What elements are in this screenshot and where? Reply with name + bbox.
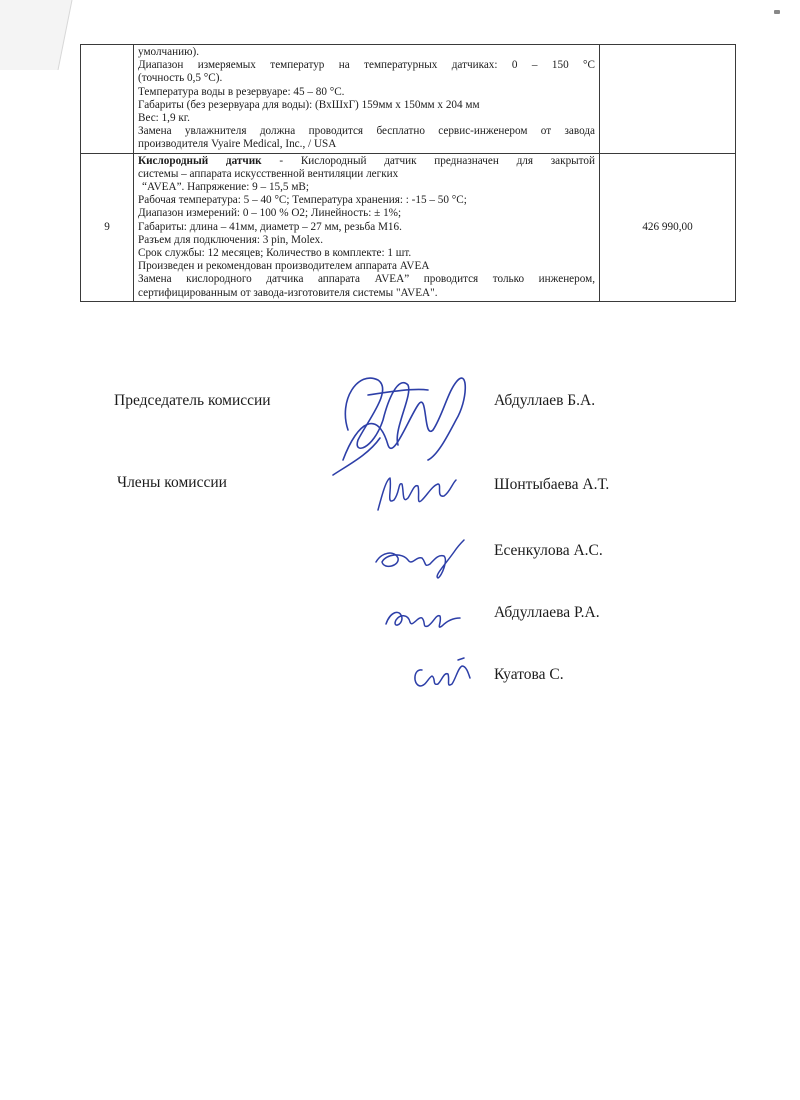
description-line: (точность 0,5 °С). <box>138 72 223 85</box>
description-line: Срок службы: 12 месяцев; Количество в комплекте: 1 шт. <box>138 247 412 260</box>
description-line: Габариты: длина – 41мм, диаметр – 27 мм, резьба М16. <box>138 220 402 233</box>
description-line: Вес: 1,9 кг. <box>138 112 190 125</box>
member-name: Есенкулова А.С. <box>494 542 603 559</box>
item-title: Кислородный датчик <box>138 154 262 167</box>
description-line: производителя Vyaire Medical, Inc., / USA <box>138 138 337 151</box>
description-line: Диапазон измерений: 0 – 100 % О2; Линейность: ± 1%; <box>138 207 402 220</box>
member-signature <box>382 596 462 636</box>
member-signature <box>372 532 467 582</box>
description-line: Рабочая температура: 5 – 40 °С; Температура хранения: : -15 – 50 °С; <box>138 194 467 207</box>
row-number-cell: 9 <box>81 153 134 301</box>
description-cell <box>134 153 600 301</box>
description-line: Замена кислородного датчика аппарата AVEA” проводится только инженером, <box>138 273 595 286</box>
description-line: Габариты (без резервуара для воды): (ВхШхГ) 159мм х 150мм х 204 мм <box>138 98 480 111</box>
chairman-name: Абдуллаев Б.А. <box>494 392 596 409</box>
member-name: Шонтыбаева А.Т. <box>494 476 610 493</box>
description-line: Температура воды в резервуаре: 45 – 80 °С. <box>138 85 345 98</box>
description-line: Разъем для подключения: 3 pin, Molex. <box>138 233 324 246</box>
member-signature <box>408 654 478 694</box>
members-title: Члены комиссии <box>117 474 227 491</box>
description-line: Произведен и рекомендован производителем аппарата AVEA <box>138 260 430 273</box>
description-line <box>138 155 595 168</box>
member-signature <box>372 470 462 520</box>
description-line: умолчанию). <box>138 46 200 58</box>
price-cell: 426 990,00 <box>600 153 736 301</box>
chairman-signature <box>318 360 478 480</box>
description-line: системы – аппарата искусственной вентиляции легких <box>138 167 399 180</box>
chairman-title: Председатель комиссии <box>114 392 271 409</box>
description-cell <box>134 45 600 154</box>
table-row <box>81 45 736 154</box>
description-line: Диапазон измеряемых температур на температурных датчиках: 0 – 150 °С <box>138 59 595 72</box>
scan-mark <box>774 10 780 14</box>
member-name: Абдуллаева Р.А. <box>494 604 600 621</box>
row-number-cell <box>81 45 134 154</box>
price-cell <box>600 45 736 154</box>
table-row <box>81 153 736 301</box>
member-name: Куатова С. <box>494 666 564 683</box>
item-title-continuation: - Кислородный датчик предназначен для закрытой <box>261 154 595 167</box>
description-line: сертифицированным от завода-изготовителя системы "AVEA". <box>138 286 438 299</box>
specification-table <box>80 44 736 302</box>
scan-edge-artifact <box>0 0 90 70</box>
description-line: “AVEA”. Напряжение: 9 – 15,5 мВ; <box>142 181 309 194</box>
description-line: Замена увлажнителя должна проводится бесплатно сервис-инженером от завода <box>138 125 595 138</box>
